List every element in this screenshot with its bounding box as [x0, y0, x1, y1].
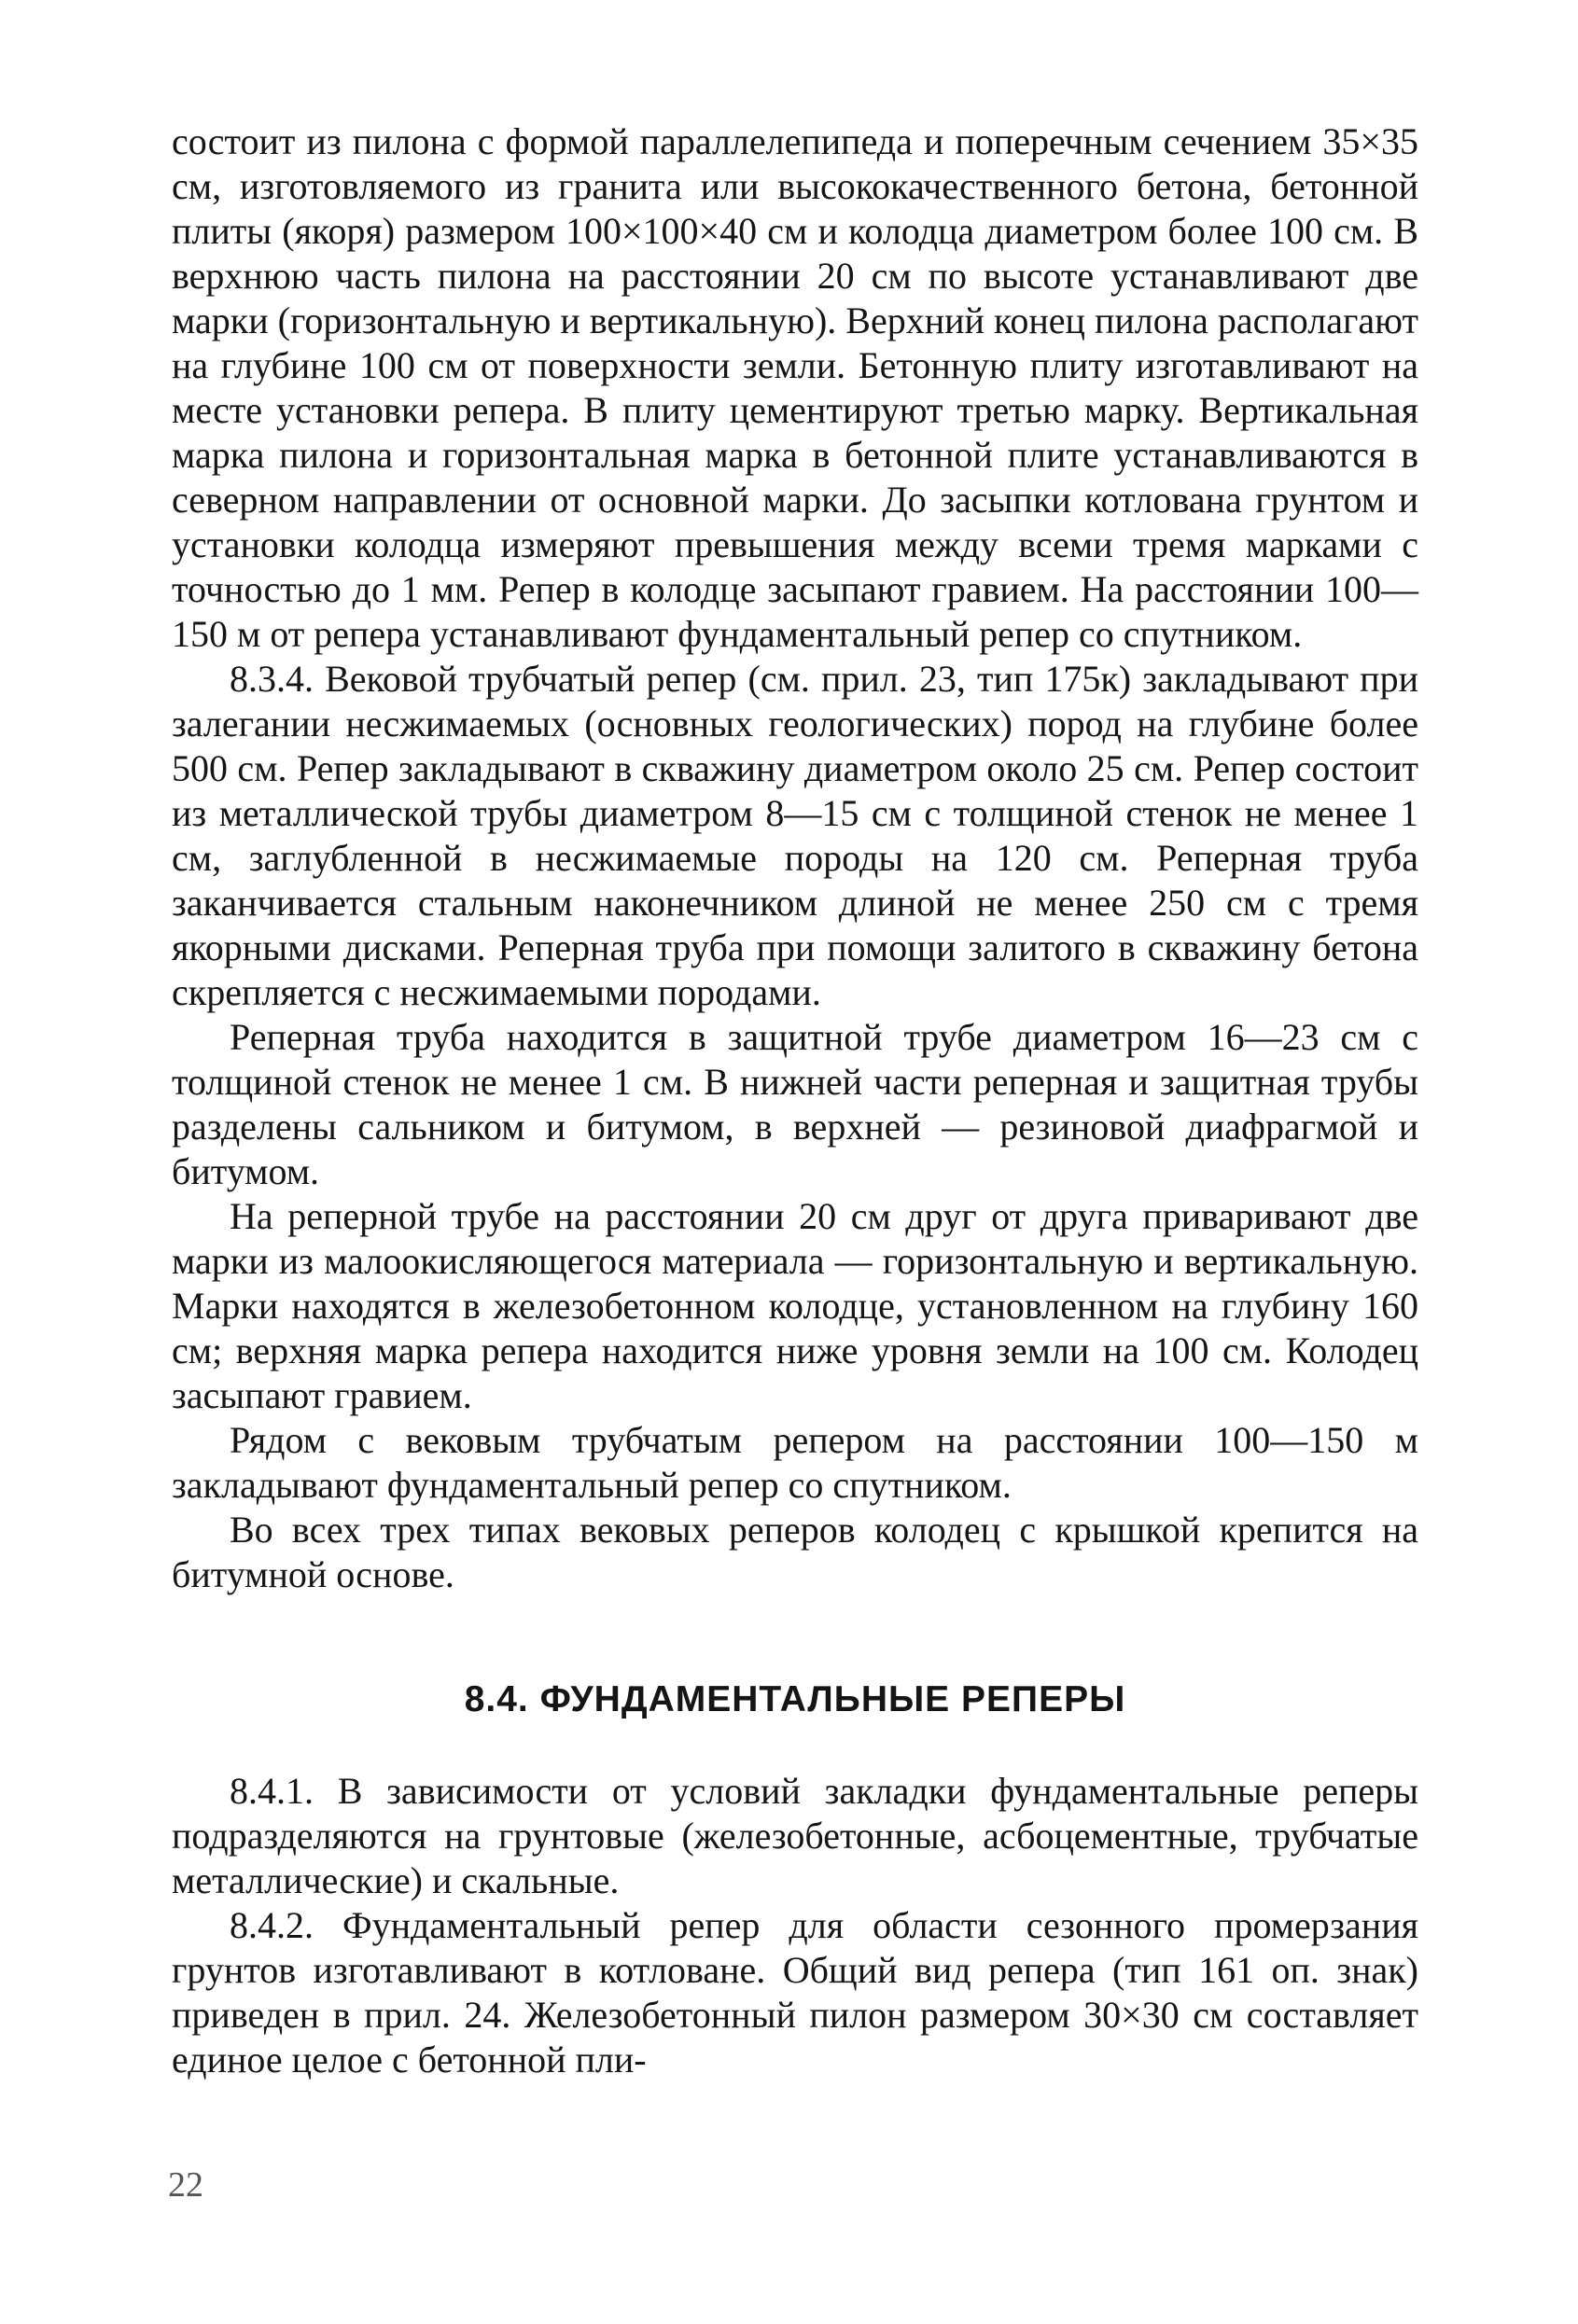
page-number: 22 — [168, 2165, 203, 2205]
paragraph-8-4-1: 8.4.1. В зависимости от условий закладки фундаментальные реперы подразделяются на грунтовые (железобетонные, асбоцементные, трубчатые металлические) и скальные. — [172, 1770, 1418, 1901]
paragraph-8-4-2: 8.4.2. Фундаментальный репер для области сезонного промерзания грунтов изготавливают в котловане. Общий вид репера (тип 161 оп. знак) приведен в прил. 24. Железобетонный пилон размером 30×30 см составляет единое целое с бетонной пли- — [172, 1904, 1418, 2080]
paragraph-nearby-benchmark: Рядом с вековым трубчатым репером на расстоянии 100—150 м закладывают фундаментальный репер со спутником. — [172, 1419, 1418, 1506]
paragraph-well-cover: Во всех трех типах вековых реперов колодец с крышкой крепится на битумной основе. — [172, 1509, 1418, 1595]
paragraph-protective-pipe: Реперная труба находится в защитной трубе диаметром 16—23 см с толщиной стенок не менее 1 см. В нижней части реперная и защитная трубы разделены сальником и битумом, в верхней — резиновой диафрагмой и битумом. — [172, 1016, 1418, 1192]
page-body — [172, 119, 1418, 2082]
section-heading: 8.4. ФУНДАМЕНТАЛЬНЫЕ РЕПЕРЫ — [464, 1679, 1126, 1719]
paragraph-marks: На реперной трубе на расстоянии 20 см друг от друга приваривают две марки из малоокисляющегося материала — горизонтальную и вертикальную. Марки находятся в железобетонном колодце, установленном на глубину 160 см; верхняя марка репера находится ниже уровня земли на 100 см. Колодец засыпают гравием. — [172, 1195, 1418, 1416]
paragraph-continuation: состоит из пилона с формой параллелепипеда и поперечным сечением 35×35 см, изготовляемого из гранита или высококачественного бетона, бетонной плиты (якоря) размером 100×100×40 см и колодца диаметром более 100 см. В верхнюю часть пилона на расстоянии 20 см по высоте устанавливают две марки (горизонтальную и вертикальную). Верхний конец пилона располагают на глубине 100 см от поверхности земли. Бетонную плиту изготавливают на месте установки репера. В плиту цементируют третью марку. Вертикальная марка пилона и горизонтальная марка в бетонной плите устанавливаются в северном направлении от основной марки. До засыпки котлована грунтом и установки колодца измеряют превышения между всеми тремя марками с точностью до 1 мм. Репер в колодце засыпают гравием. На расстоянии 100—150 м от репера устанавливают фундаментальный репер со спутником. — [172, 120, 1418, 655]
paragraph-8-3-4: 8.3.4. Вековой трубчатый репер (см. прил. 23, тип 175к) закладывают при залегании несжимаемых (основных геологических) пород на глубине более 500 см. Репер закладывают в скважину диаметром около 25 см. Репер состоит из металлической трубы диаметром 8—15 см с толщиной стенок не менее 1 см, заглубленной в несжимаемые породы на 120 см. Реперная труба заканчивается стальным наконечником длиной не менее 250 см с тремя якорными дисками. Реперная труба при помощи залитого в скважину бетона скрепляется с несжимаемыми породами. — [172, 658, 1418, 1013]
